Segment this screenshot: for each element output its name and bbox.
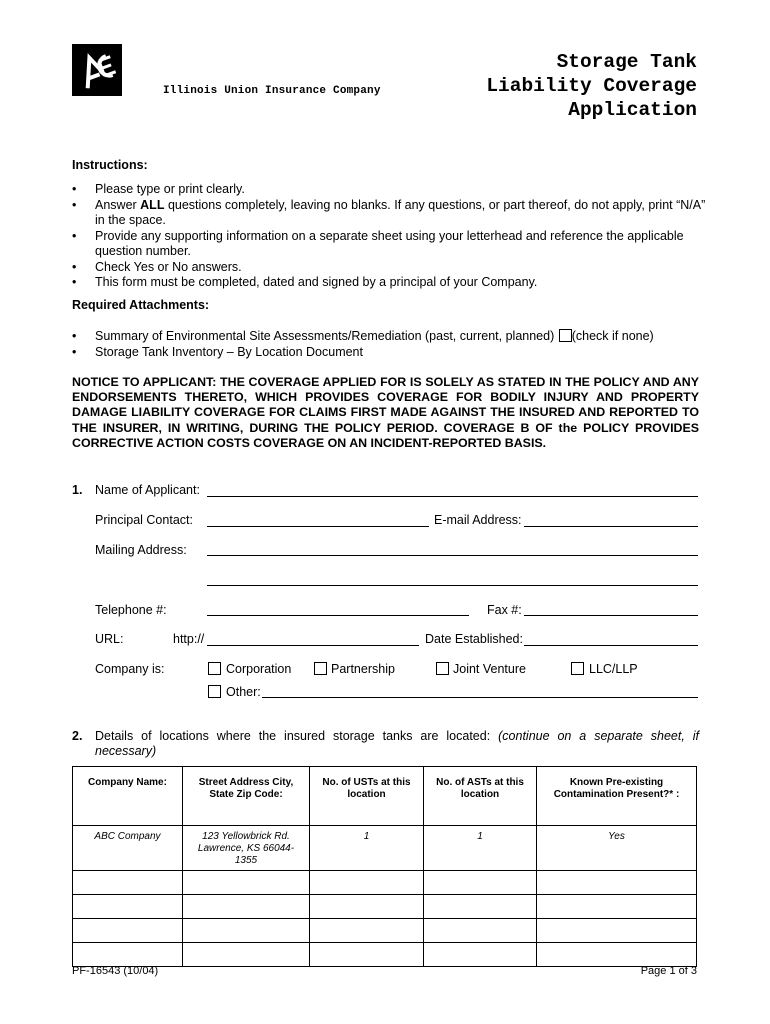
form-id: PF-16543 (10/04) xyxy=(72,965,159,977)
question-number: 2. xyxy=(72,729,83,743)
list-item: • Storage Tank Inventory – By Location Document xyxy=(72,344,363,359)
table-cell[interactable] xyxy=(424,919,537,943)
table-cell[interactable] xyxy=(310,919,424,943)
applicant-name-label: Name of Applicant: xyxy=(95,483,200,497)
email-field[interactable] xyxy=(524,526,698,527)
table-cell[interactable]: ABC Company xyxy=(73,826,183,871)
llc-llp-label: LLC/LLP xyxy=(589,662,638,676)
list-item: • Summary of Environmental Site Assessments/Remediation (past, current, planned) (check if none) xyxy=(72,329,654,343)
attachments-heading: Required Attachments: xyxy=(72,298,210,312)
table-cell[interactable] xyxy=(537,919,697,943)
list-item: • Provide any supporting information on a separate sheet using your letterhead and reference the applicable question number. xyxy=(72,228,684,258)
page-number: Page 1 of 3 xyxy=(640,965,697,977)
ace-logo xyxy=(72,44,122,96)
table-cell[interactable] xyxy=(73,895,183,919)
column-header: Known Pre-existing Contamination Present?* : xyxy=(537,767,697,826)
llc-llp-checkbox[interactable] xyxy=(571,662,584,675)
table-cell[interactable] xyxy=(537,871,697,895)
list-item: • This form must be completed, dated and signed by a principal of your Company. xyxy=(72,275,538,289)
other-field[interactable] xyxy=(262,697,698,698)
table-cell[interactable] xyxy=(73,919,183,943)
principal-contact-label: Principal Contact: xyxy=(95,513,193,527)
table-header-row xyxy=(73,767,697,826)
title-line: Storage Tank xyxy=(556,51,697,73)
notice-text: NOTICE TO APPLICANT: THE COVERAGE APPLIED FOR IS SOLELY AS STATED IN THE POLICY AND ANY ENDORSEMENTS THERETO, WHICH PROVIDES COVERAGE FOR BODILY INJURY AND PROPERTY DAMAGE LIABILITY COVERAGE FOR CLAIMS FIRST MADE AGAINST THE INSURED AND REPORTED TO THE INSURER, IN WRITING, DURING THE POLICY PERIOD. COVERAGE B OF the POLICY PROVIDES CORRECTIVE ACTION COSTS COVERAGE ON AN INCIDENT-REPORTED BASIS. xyxy=(72,375,699,450)
table-cell[interactable] xyxy=(183,943,310,967)
table-cell[interactable] xyxy=(73,871,183,895)
telephone-field[interactable] xyxy=(207,615,469,616)
applicant-name-field[interactable] xyxy=(207,496,698,497)
other-label: Other: xyxy=(226,685,261,699)
fax-field[interactable] xyxy=(524,615,698,616)
list-item: • Please type or print clearly. xyxy=(72,182,245,196)
mailing-address-field[interactable] xyxy=(207,555,698,556)
question-2-text: Details of locations where the insured storage tanks are located: (continue on a separate sheet, if necessary) xyxy=(95,729,700,758)
table-cell[interactable] xyxy=(310,895,424,919)
table-cell[interactable] xyxy=(73,943,183,967)
other-checkbox[interactable] xyxy=(208,685,221,698)
telephone-label: Telephone #: xyxy=(95,603,167,617)
table-cell[interactable]: 1 xyxy=(310,826,424,871)
table-cell[interactable] xyxy=(183,895,310,919)
partnership-label: Partnership xyxy=(331,662,395,676)
table-row xyxy=(73,871,697,895)
joint-venture-label: Joint Venture xyxy=(453,662,526,676)
table-cell[interactable] xyxy=(424,943,537,967)
list-item: • Check Yes or No answers. xyxy=(72,259,242,274)
mailing-address-label: Mailing Address: xyxy=(95,543,187,557)
corporation-checkbox[interactable] xyxy=(208,662,221,675)
mailing-address-field-2[interactable] xyxy=(207,585,698,586)
date-established-field[interactable] xyxy=(524,645,698,646)
title-line: Application xyxy=(568,99,697,121)
instructions-heading: Instructions: xyxy=(72,158,148,172)
list-item: • Answer ALL questions completely, leaving no blanks. If any questions, or part thereof, do not apply, print “N/A” in the space. xyxy=(72,197,706,227)
table-cell[interactable]: Yes xyxy=(537,826,697,871)
table-cell[interactable] xyxy=(424,871,537,895)
url-field[interactable] xyxy=(207,645,419,646)
table-row xyxy=(73,919,697,943)
partnership-checkbox[interactable] xyxy=(314,662,327,675)
table-row xyxy=(73,895,697,919)
attachments-list xyxy=(72,329,712,360)
table-cell[interactable] xyxy=(537,895,697,919)
none-checkbox[interactable] xyxy=(559,329,572,342)
column-header: Company Name: xyxy=(73,767,183,826)
title-line: Liability Coverage xyxy=(486,75,697,97)
column-header: No. of ASTs at this location xyxy=(424,767,537,826)
instructions-list xyxy=(72,182,712,291)
company-is-label: Company is: xyxy=(95,662,165,676)
table-cell[interactable] xyxy=(537,943,697,967)
fax-label: Fax #: xyxy=(487,603,522,617)
column-header: Street Address City, State Zip Code: xyxy=(183,767,310,826)
table-cell[interactable]: 1 xyxy=(424,826,537,871)
email-label: E-mail Address: xyxy=(434,513,522,527)
table-cell[interactable] xyxy=(183,871,310,895)
table-row xyxy=(73,943,697,967)
table-cell[interactable] xyxy=(183,919,310,943)
table-row xyxy=(73,826,697,871)
table-cell[interactable] xyxy=(310,943,424,967)
table-cell[interactable] xyxy=(310,871,424,895)
table-cell[interactable] xyxy=(424,895,537,919)
company-name: Illinois Union Insurance Company xyxy=(163,85,381,97)
date-established-label: Date Established: xyxy=(425,632,523,646)
url-prefix: http:// xyxy=(173,632,205,646)
url-label: URL: xyxy=(95,632,124,646)
table-cell[interactable]: 123 Yellowbrick Rd. Lawrence, KS 66044-1355 xyxy=(183,826,310,871)
question-number: 1. xyxy=(72,483,83,497)
locations-table xyxy=(72,766,697,967)
column-header: No. of USTs at this location xyxy=(310,767,424,826)
corporation-label: Corporation xyxy=(226,662,292,676)
joint-venture-checkbox[interactable] xyxy=(436,662,449,675)
principal-contact-field[interactable] xyxy=(207,526,429,527)
ace-logo-icon xyxy=(72,44,122,96)
page-title xyxy=(486,50,697,122)
